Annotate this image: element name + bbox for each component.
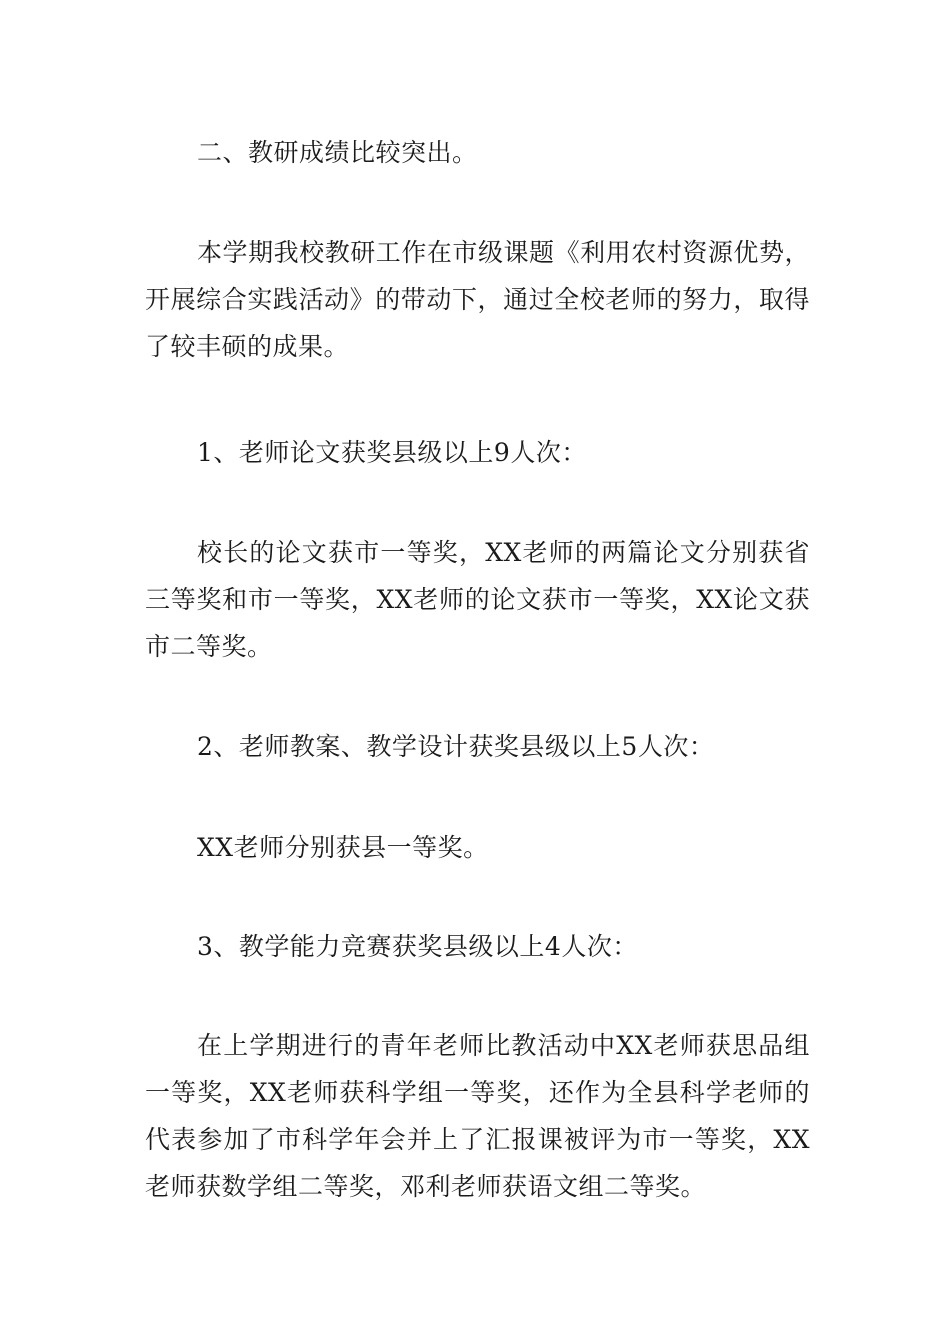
section-heading: 二、教研成绩比较突出。 xyxy=(197,138,478,167)
item-2-heading: 2、老师教案、教学设计获奖县级以上5人次： xyxy=(197,732,715,761)
item-3-heading: 3、教学能力竞赛获奖县级以上4人次： xyxy=(197,932,638,961)
item-1-paragraph: 校长的论文获市一等奖，XX老师的两篇论文分别获省三等奖和市一等奖，XX老师的论文获市一等奖，XX论文获市二等奖。 xyxy=(145,538,810,661)
item-3-paragraph: 在上学期进行的青年老师比教活动中XX老师获思品组一等奖，XX老师获科学组一等奖，还作为全县科学老师的代表参加了市科学年会并上了汇报课被评为市一等奖，XX老师获数学组二等奖，邓利老师获语文组二等奖。 xyxy=(145,1031,810,1201)
item-2-paragraph: XX老师分别获县一等奖。 xyxy=(197,833,489,862)
item-1-heading: 1、老师论文获奖县级以上9人次： xyxy=(197,438,587,467)
intro-paragraph: 本学期我校教研工作在市级课题《利用农村资源优势，开展综合实践活动》的带动下，通过全校老师的努力，取得了较丰硕的成果。 xyxy=(145,238,810,361)
